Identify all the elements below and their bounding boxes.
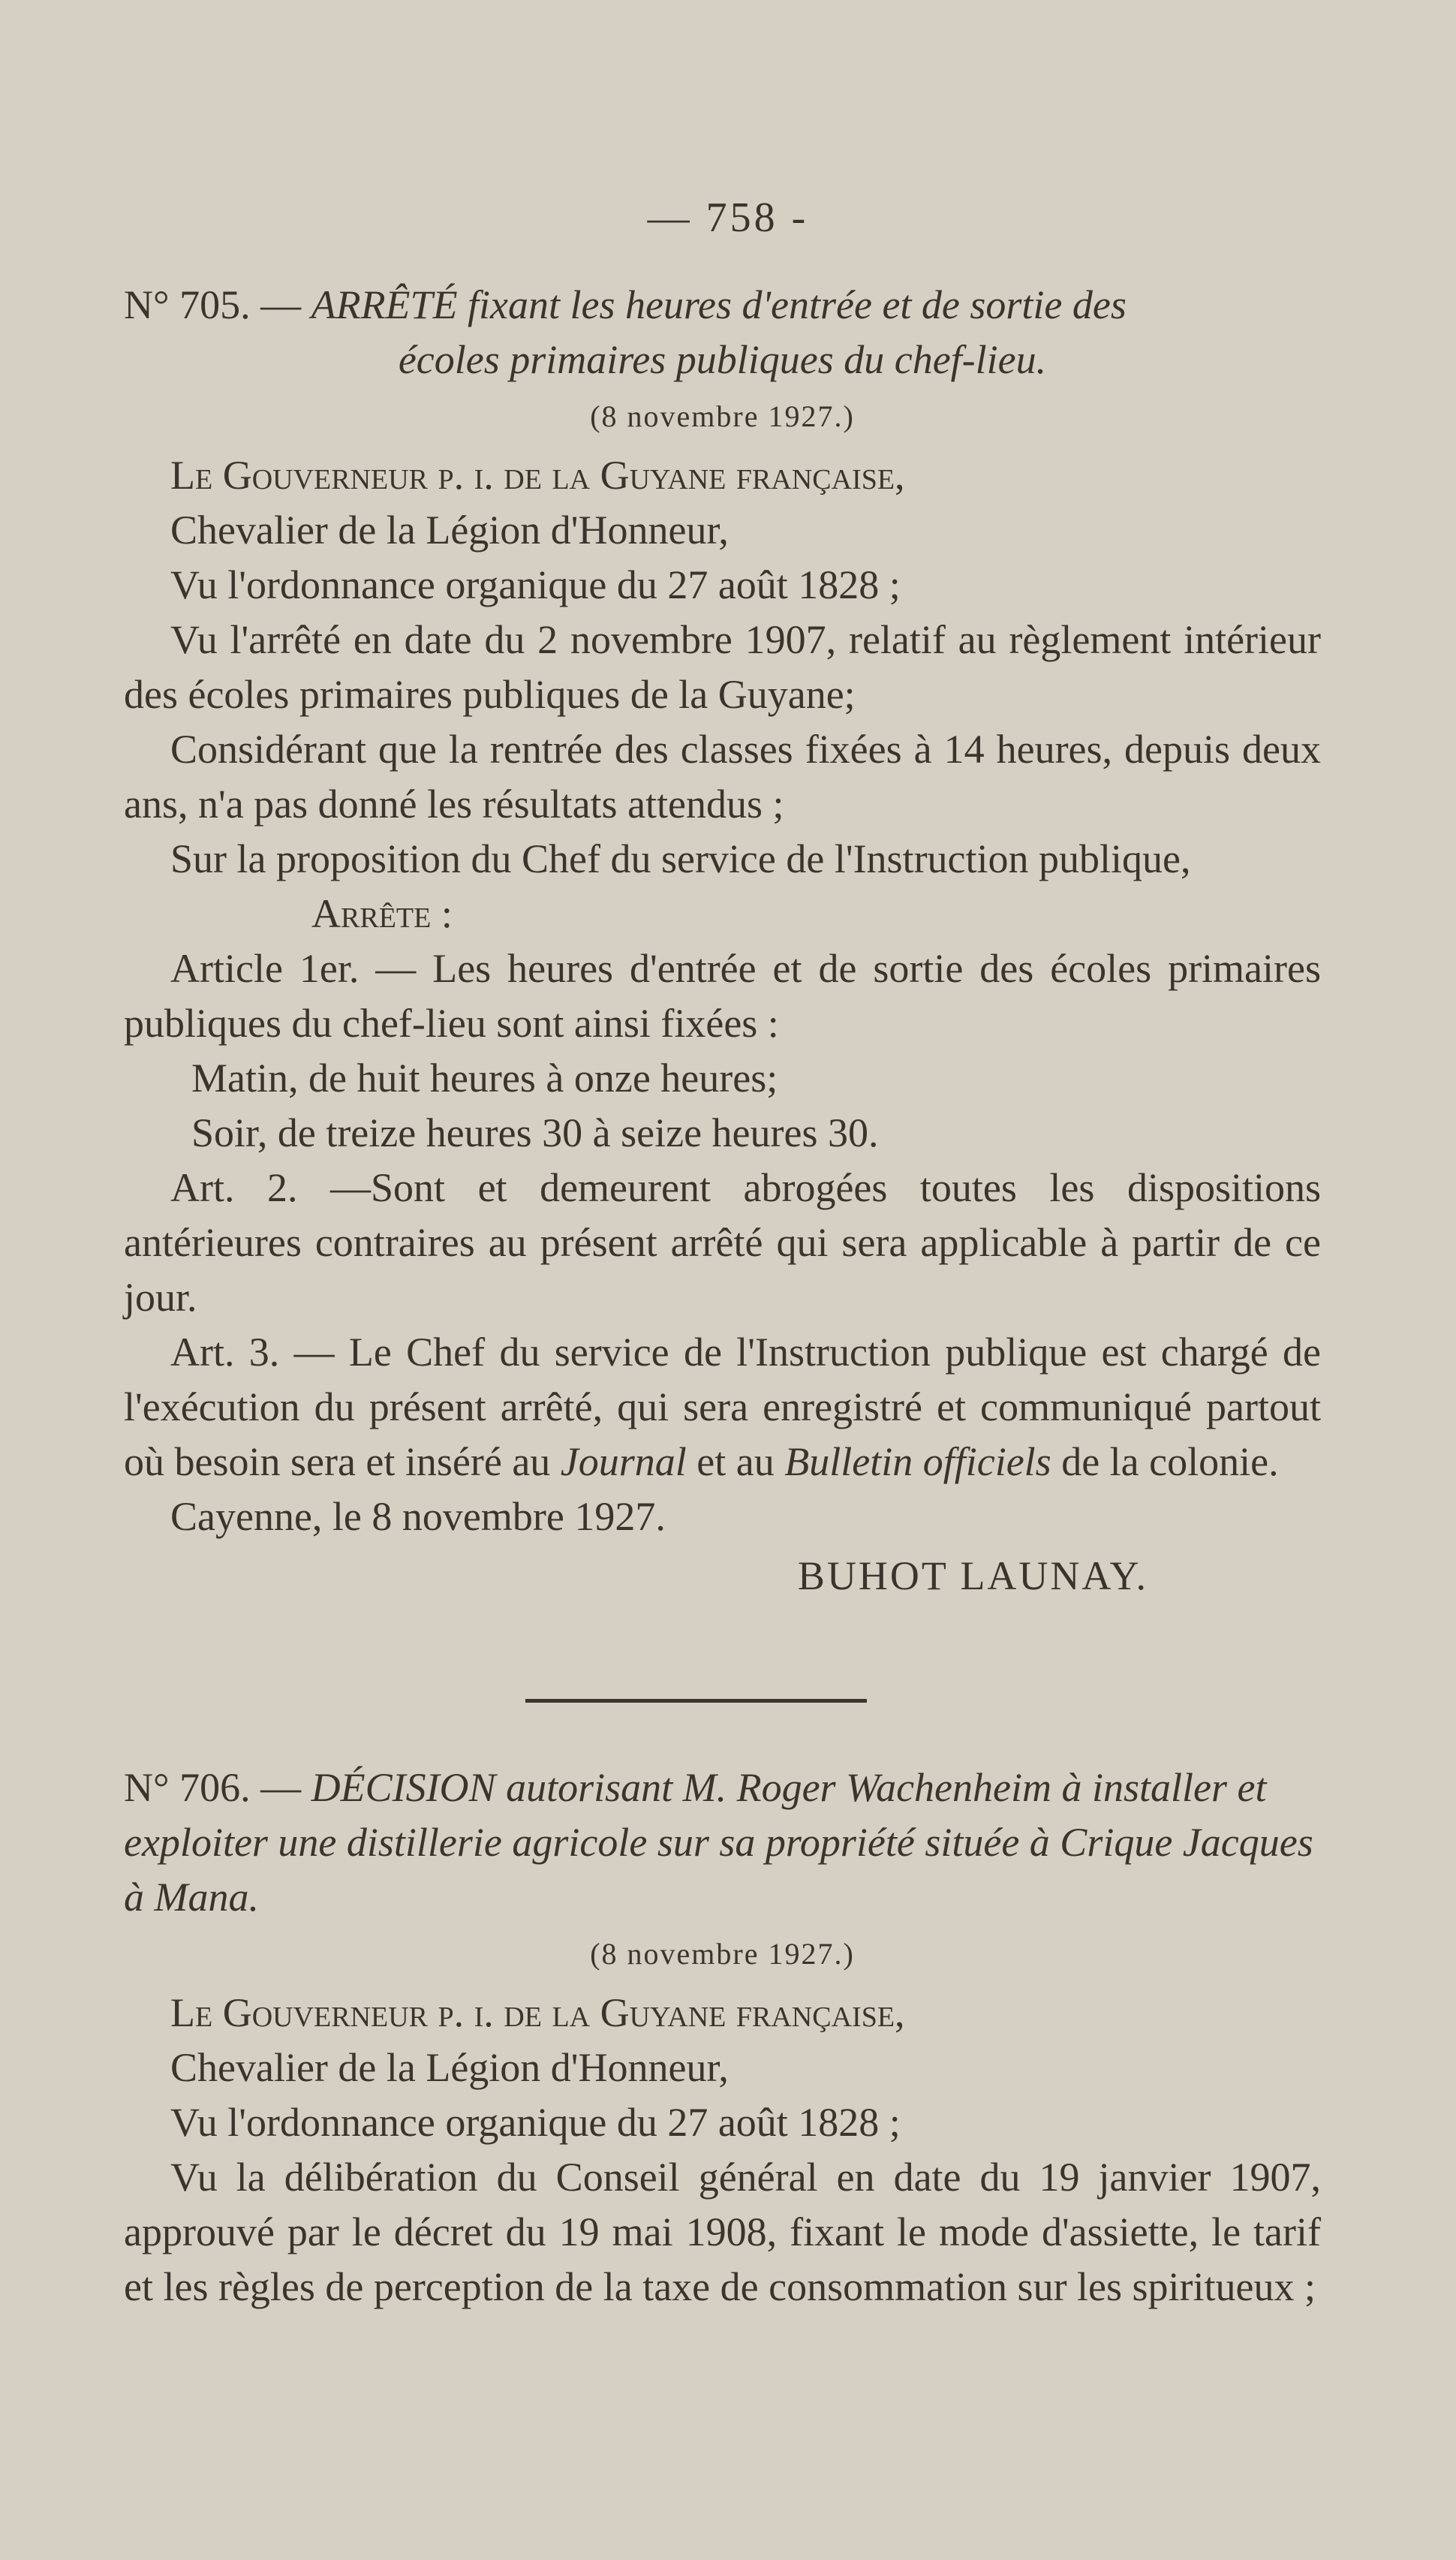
arrete-705-p3: Vu l'ordonnance organique du 27 août 1828 ; [170,562,901,607]
arrete-705-bulletin: Bulletin officiels [784,1439,1051,1484]
decision-706-number: N° 706. — [124,1765,302,1810]
arrete-705-article2: Art. 2. —Sont et demeurent abrogées toutes les dispositions antérieures contraires au présent arrêté qui sera applicable à partir de ce jour. [124,1165,1321,1320]
decision-706-title [124,1760,1321,1925]
arrete-705-date: (8 novembre 1927.) [590,399,855,433]
arrete-705-p4: Vu l'arrêté en date du 2 novembre 1907, relatif au règlement intérieur des écoles primaires publiques de la Guyane; [124,617,1321,717]
decision-706-p3: Vu l'ordonnance organique du 27 août 1828 ; [170,2100,901,2145]
arrete-705-title [124,278,1321,333]
arrete-705-article3-c: de la colonie. [1061,1439,1279,1484]
arrete-705-arrete: Arrête : [311,891,453,936]
arrete-705-article3-b: et au [696,1439,775,1484]
arrete-705-number: N° 705. — [124,282,302,327]
section-divider [525,1699,867,1703]
arrete-705-place-date: Cayenne, le 8 novembre 1927. [170,1494,666,1539]
arrete-705-p1: Le Gouverneur p. i. de la Guyane française, [170,453,905,498]
decision-706-title-text: DÉCISION autorisant M. Roger Wachenheim à installer et exploiter une distillerie agricole sur sa propriété située à Crique Jacques à Mana. [124,1765,1313,1920]
arrete-705-p6: Sur la proposition du Chef du service de l'Instruction publique, [170,836,1191,881]
arrete-705-title-line1: ARRÊTÉ fixant les heures d'entrée et de sortie des [311,282,1127,327]
arrete-705-p2: Chevalier de la Légion d'Honneur, [170,507,729,553]
arrete-705-soir: Soir, de treize heures 30 à seize heures 30. [191,1110,879,1155]
decision-706-p4: Vu la délibération du Conseil général en date du 19 janvier 1907, approuvé par le décret du 19 mai 1908, fixant le mode d'assiette, le tarif et les règles de perception de la taxe de consommation sur les spiritueux ; [124,2155,1321,2309]
arrete-705-p5: Considérant que la rentrée des classes fixées à 14 heures, depuis deux ans, n'a pas donné les résultats attendus ; [124,727,1321,827]
decision-706-date: (8 novembre 1927.) [590,1937,855,1971]
page-number: — 758 - [647,194,809,241]
arrete-705-article3-a: Art. 3. — Le Chef du service de l'Instruction publique est chargé de l'exécution du présent arrêté, qui sera enregistré et communiqué partout où besoin sera et inséré au [124,1330,1321,1484]
arrete-705-journal: Journal [560,1439,687,1484]
arrete-705 [124,278,1321,1604]
decision-706-p2: Chevalier de la Légion d'Honneur, [170,2045,729,2090]
decision-706 [124,1760,1321,2315]
arrete-705-article1: Article 1er. — Les heures d'entrée et de sortie des écoles primaires publiques du chef-lieu sont ainsi fixées : [124,946,1321,1046]
arrete-705-title-line2: écoles primaires publiques du chef-lieu. [398,337,1047,382]
arrete-705-matin: Matin, de huit heures à onze heures; [191,1056,778,1101]
arrete-705-signature: BUHOT LAUNAY. [797,1553,1148,1598]
decision-706-p1: Le Gouverneur p. i. de la Guyane française, [170,1990,905,2035]
arrete-705-article3 [124,1325,1321,1489]
